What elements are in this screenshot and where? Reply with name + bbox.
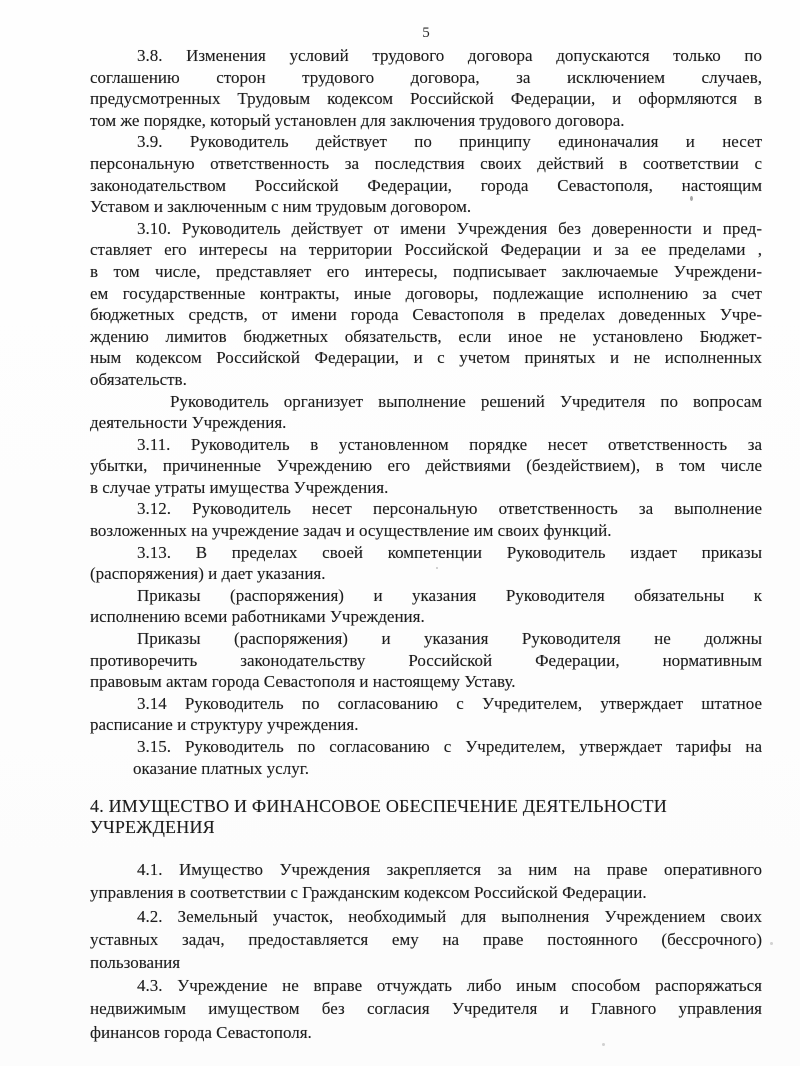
text-line: ем государственные контракты, иные договоры, подлежащие исполнению за счет [90,283,762,303]
paragraph [90,45,762,131]
text-line: законодательством Российской Федерации, города Севастополя, настоящим [90,175,762,195]
section-heading-line: УЧРЕЖДЕНИЯ [90,816,215,837]
page-number: 5 [422,25,430,41]
section-4-heading [90,796,762,837]
text-line: ным кодексом Российской Федерации, и с учетом принятых и не исполненных [90,348,762,368]
text-line: 4.3. Учреждение не вправе отчуждать либо иным способом распоряжаться [137,976,762,996]
text-line: 3.9. Руководитель действует по принципу единоначалия и несет [137,132,762,152]
text-line: уставных задач, предоставляется ему на праве постоянного (бессрочного) [90,929,762,949]
text-line: в том числе, представляет его интересы, подписывает заключаемые Учреждени- [90,261,762,281]
text-line: оказание платных услуг. [133,758,310,778]
paragraph [90,585,762,628]
text-line: противоречить законодательству Российской Федерации, нормативным [90,650,762,670]
text-line: Приказы (распоряжения) и указания Руководителя не должны [137,629,762,649]
body-block-section-4 [90,858,762,1044]
paragraph [90,974,762,1044]
text-line: обязательств. [90,369,187,389]
text-line: возложенных на учреждение задач и осуществление им своих функций. [90,521,612,541]
paragraph [90,434,762,499]
text-line: 3.13. В пределах своей компетенции Руководитель издает приказы [137,542,762,562]
text-line: том же порядке, который установлен для заключения трудового договора. [90,110,625,130]
text-line: убытки, причиненные Учреждению его действиями (бездействием), в том числе [90,456,762,476]
text-line: Приказы (распоряжения) и указания Руководителя обязательны к [137,585,762,605]
scan-speck [602,1043,605,1046]
text-line: исполнению всеми работниками Учреждения. [90,607,425,627]
text-line: 3.14 Руководитель по согласованию с Учредителем, утверждает штатное [137,693,762,713]
text-line: деятельности Учреждения. [90,413,287,433]
text-line: ждению лимитов бюджетных обязательств, если иное не установлено Бюджет- [90,326,762,346]
text-line: ставляет его интересы на территории Российской Федерации и за ее пределами , [90,240,762,260]
scan-speck [436,567,438,569]
text-line: 3.15. Руководитель по согласованию с Учредителем, утверждает тарифы на [137,737,762,756]
text-line: соглашению сторон трудового договора, за исключением случаев, [90,67,762,87]
text-line: 3.11. Руководитель в установленном порядке несет ответственность за [137,434,762,454]
paragraph [90,628,762,693]
scan-speck [690,196,693,201]
section-heading-line: 4. ИМУЩЕСТВО И ФИНАНСОВОЕ ОБЕСПЕЧЕНИЕ ДЕЯТЕЛЬНОСТИ [90,796,667,817]
scan-speck [712,872,718,876]
paragraph [90,391,762,434]
paragraph [90,218,762,391]
text-line: в случае утраты имущества Учреждения. [90,477,389,497]
paragraph [90,693,762,736]
text-line: 4.1. Имущество Учреждения закрепляется за ним на праве оперативного [137,860,762,880]
text-line: правовым актам города Севастополя и настоящему Уставу. [90,672,516,692]
text-line: бюджетных средств, от имени города Севастополя в пределах доведенных Учре- [90,305,762,325]
text-line: 3.10. Руководитель действует от имени Учреждения без доверенности и пред- [137,218,762,238]
scan-speck [500,163,503,166]
scan-speck [770,942,773,945]
paragraph [90,131,762,217]
page-content [90,0,762,1044]
text-line: 3.8. Изменения условий трудового договора допускаются только по [137,46,762,65]
paragraph [90,905,762,975]
paragraph [90,736,762,779]
text-line: пользования [90,952,181,972]
paragraph [90,542,762,585]
text-line: управления в соответствии с Гражданским кодексом Российской Федерации. [90,883,647,903]
paragraph [90,858,762,904]
text-line: 3.12. Руководитель несет персональную ответственность за выполнение [137,499,762,519]
body-block-section-3 [90,45,762,779]
paragraph [90,498,762,541]
text-line: Уставом и заключенным с ним трудовым договором. [90,197,472,217]
text-line: Руководитель организует выполнение решений Учредителя по вопросам [170,391,762,411]
text-line: персональную ответственность за последствия своих действий в соответствии с [90,153,762,173]
text-line: недвижимым имуществом без согласия Учредителя и Главного управления [90,999,762,1019]
text-line: расписание и структуру учреждения. [90,715,359,735]
text-line: финансов города Севастополя. [90,1022,312,1042]
text-line: (распоряжения) и дает указания. [90,564,326,584]
text-line: предусмотренных Трудовым кодексом Российской Федерации, и оформляются в [90,89,762,109]
text-line: 4.2. Земельный участок, необходимый для выполнения Учреждением своих [137,906,762,926]
